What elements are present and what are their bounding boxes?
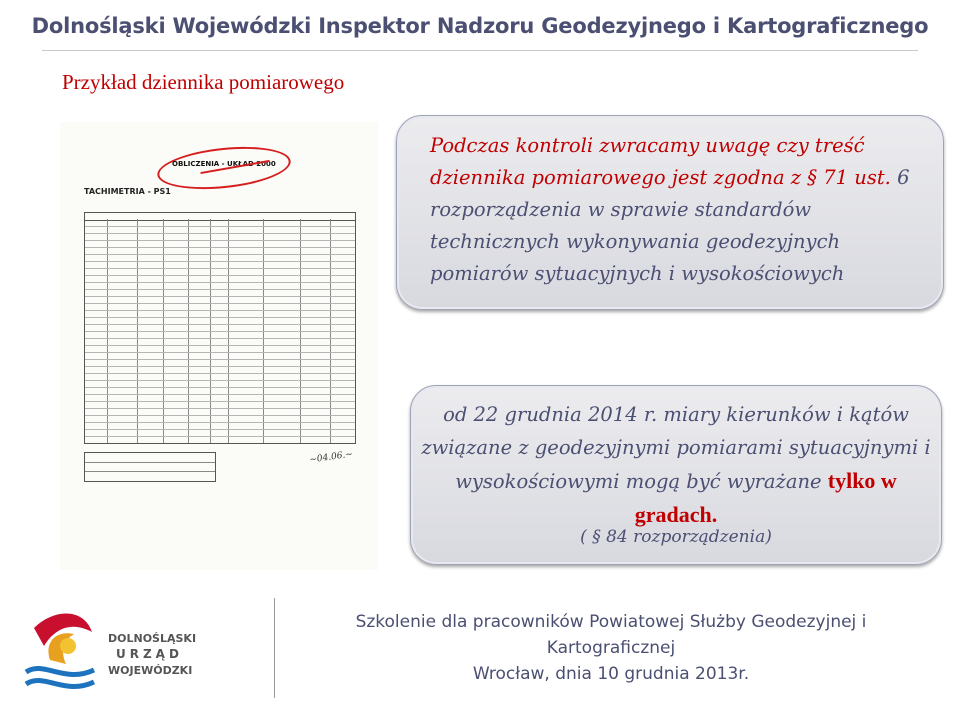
document-table-row-line xyxy=(85,247,355,248)
document-table-row-line xyxy=(85,436,355,437)
document-table-row-line xyxy=(85,352,355,353)
section-sign-icon: § xyxy=(807,166,818,189)
document-table-row-line xyxy=(85,226,355,227)
document-table-row-line xyxy=(85,310,355,311)
footer-line-3: Wrocław, dnia 10 grudnia 2013r. xyxy=(472,664,750,684)
header-title: Dolnośląski Wojewódzki Inspektor Nadzoru Geodezyjnego i Kartograficznego xyxy=(31,14,929,38)
document-table-row-line xyxy=(85,282,355,283)
footer-line-1: Szkolenie dla pracowników Powiatowej Służby Geodezyjnej i xyxy=(355,612,867,632)
document-table-row-line xyxy=(85,331,355,332)
document-table-row-line xyxy=(85,366,355,367)
slide-subtitle: Przykład dziennika pomiarowego xyxy=(62,70,345,94)
handwritten-signature: ~04.06.~ xyxy=(308,449,354,466)
document-table-row-line xyxy=(85,324,355,325)
document-table-row-line xyxy=(85,275,355,276)
footer-line-2: Kartograficznej xyxy=(546,638,676,658)
header-divider xyxy=(42,50,918,51)
document-table-row-line xyxy=(85,296,355,297)
document-table-row-line xyxy=(85,422,355,423)
document-table-row-line xyxy=(85,268,355,269)
document-table-row-line xyxy=(85,345,355,346)
document-table-row-line xyxy=(85,240,355,241)
document-table-row-line xyxy=(85,415,355,416)
footer-text xyxy=(276,609,946,687)
logo-line-2: URZĄD xyxy=(116,647,183,661)
document-table-row-line xyxy=(85,233,355,234)
document-table-row-line xyxy=(85,408,355,409)
document-table-row-line xyxy=(85,359,355,360)
document-summary-table xyxy=(84,452,216,482)
document-table-row-line xyxy=(85,380,355,381)
callout-bottom-text: od 22 grudnia 2014 r. miary kierunków i kątów związane z geodezyjnymi pomiarami sytuacyjnymi i wysokościowymi mogą być wyrażane tylko w gradach. xyxy=(421,403,931,527)
document-table-row-line xyxy=(85,303,355,304)
document-table-row-line xyxy=(85,373,355,374)
callout-top-text: Podczas kontroli zwracamy uwagę czy treść dziennika pomiarowego jest zgodna z § 71 ust. 6 rozporządzenia w sprawie standardów technicznych wykonywania geodezyjnych pomiarów sytuacyjnych i wysokościowych xyxy=(430,134,910,285)
dolnoslaski-urzad-wojewodzki-logo xyxy=(4,600,224,700)
oval-label: OBLICZENIA - UKŁAD 2000 xyxy=(172,160,276,168)
callout-bottom-note: ( § 84 rozporządzenia) xyxy=(580,527,772,547)
document-title: TACHIMETRIA - PS1 xyxy=(84,187,171,196)
document-table-row-line xyxy=(85,429,355,430)
document-table-row-line xyxy=(85,338,355,339)
document-table-row-line xyxy=(85,289,355,290)
document-table-row-line xyxy=(85,254,355,255)
scanned-measurement-log-image xyxy=(60,122,378,570)
logo-line-3: WOJEWÓDZKI xyxy=(108,664,193,677)
document-table-row-line xyxy=(85,261,355,262)
logo-line-1: DOLNOŚLĄSKI xyxy=(108,632,197,645)
document-table-row-line xyxy=(85,401,355,402)
document-table-row-line xyxy=(85,317,355,318)
document-table-row-line xyxy=(85,387,355,388)
document-table-row-line xyxy=(85,394,355,395)
document-table xyxy=(84,219,356,444)
footer-divider xyxy=(274,598,275,698)
